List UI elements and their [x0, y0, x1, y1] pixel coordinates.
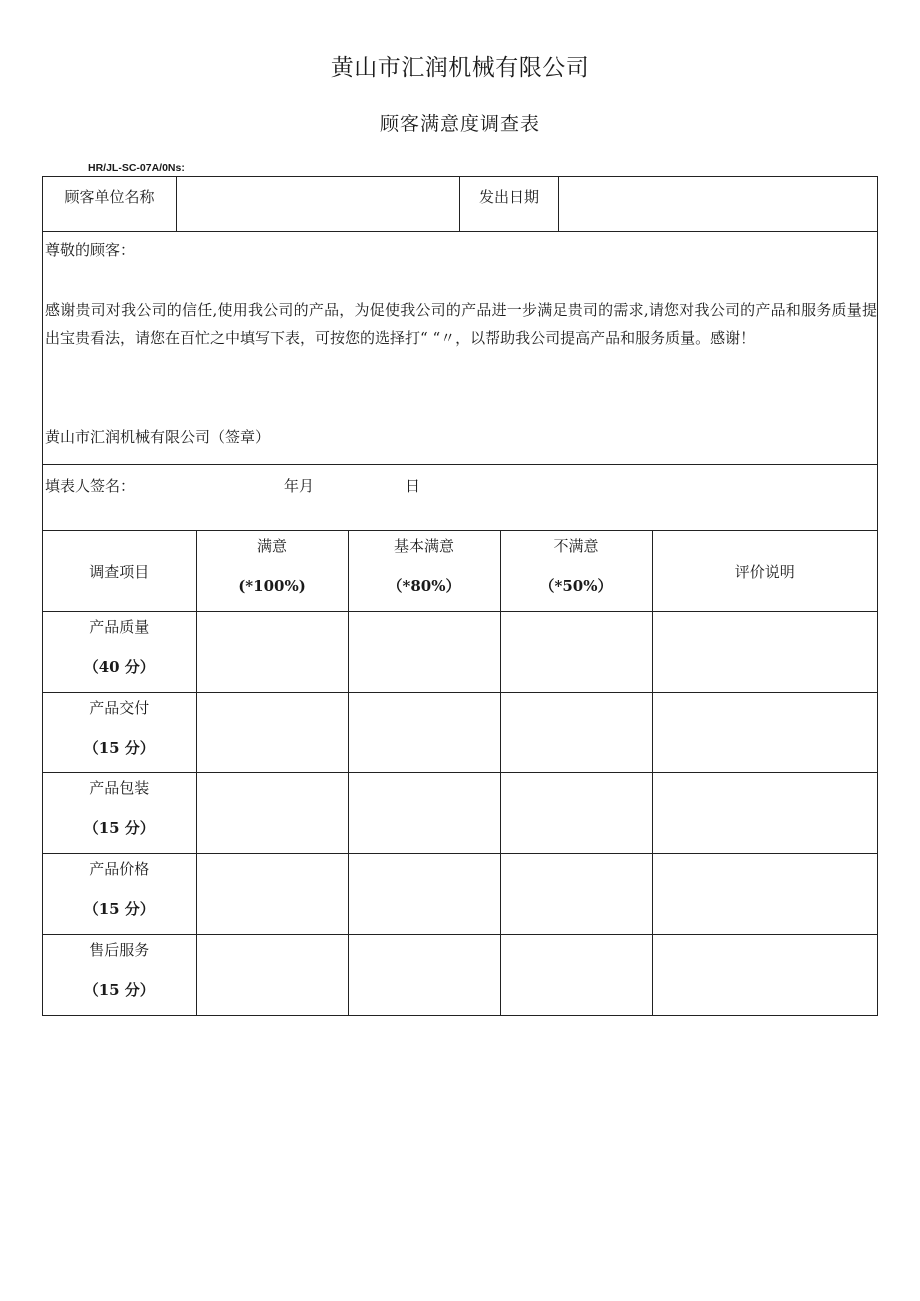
item-cell [43, 934, 196, 1015]
basic-check-cell[interactable] [348, 773, 500, 854]
comment-cell[interactable] [652, 773, 877, 854]
item-name: 产品交付 [89, 698, 150, 717]
issue-date-field[interactable] [559, 177, 877, 231]
comment-cell[interactable] [652, 934, 877, 1015]
satisfied-check-cell[interactable] [196, 854, 348, 935]
item-score: （15 分） [83, 900, 155, 919]
satisfied-check-cell[interactable] [196, 692, 348, 773]
header-basic-label: 基本满意 [393, 537, 454, 555]
header-item-label: 调查项目 [89, 562, 150, 581]
survey-table [43, 531, 877, 1015]
header-unsatisfied-percent: （*50%） [539, 577, 613, 595]
header-satisfied-percent: (*100%) [238, 577, 306, 595]
item-name: 产品价格 [89, 860, 150, 879]
satisfied-check-cell[interactable] [196, 612, 348, 693]
item-cell [43, 773, 196, 854]
satisfied-check-cell[interactable] [196, 934, 348, 1015]
company-title: 黄山市汇润机械有限公司 [330, 55, 590, 81]
table-row [43, 612, 877, 693]
letter-body: 感谢贵司对我公司的信任,使用我公司的产品，为促使我公司的产品进一步满足贵司的需求,请您对我公司的产品和服务质量提出宝贵看法，请您在百忙之中填写下表，可按您的选择打“ “〃，以帮助我公司提高产品和服务质量。感谢！ [45, 301, 877, 347]
basic-check-cell[interactable] [348, 934, 500, 1015]
item-score: （40 分） [83, 658, 155, 677]
header-basic-percent: （*80%） [387, 577, 461, 595]
header-basic-satisfied [348, 531, 500, 612]
item-score: （15 分） [83, 819, 155, 838]
item-score: （15 分） [83, 738, 155, 757]
filler-signature-label: 填表人签名： [45, 477, 136, 495]
table-row [43, 934, 877, 1015]
issue-date-label-cell [460, 177, 559, 231]
customer-info-row [43, 177, 877, 232]
customer-name-label-cell [43, 177, 177, 231]
header-unsatisfied [500, 531, 652, 612]
filler-date-year-month: 年月 [284, 477, 315, 495]
header-comment [652, 531, 877, 612]
customer-name-field[interactable] [177, 177, 460, 231]
header-satisfied [196, 531, 348, 612]
table-row [43, 773, 877, 854]
header-satisfied-label: 满意 [256, 537, 287, 555]
table-header-row [43, 531, 877, 612]
header-comment-label: 评价说明 [734, 562, 795, 581]
issue-date-label: 发出日期 [478, 188, 539, 206]
survey-form [42, 176, 878, 1016]
item-cell [43, 854, 196, 935]
unsatisfied-check-cell[interactable] [500, 773, 652, 854]
table-row [43, 692, 877, 773]
customer-name-label: 顾客单位名称 [64, 188, 155, 206]
comment-cell[interactable] [652, 854, 877, 935]
header-item [43, 531, 196, 612]
greeting: 尊敬的顾客： [45, 241, 136, 259]
satisfied-check-cell[interactable] [196, 773, 348, 854]
item-score: （15 分） [83, 980, 155, 999]
form-title: 顾客满意度调查表 [379, 113, 540, 135]
item-cell [43, 612, 196, 693]
company-signature: 黄山市汇润机械有限公司（签章） [45, 428, 271, 446]
document-code: HR/JL-SC-07A/0Ns: [88, 162, 185, 174]
comment-cell[interactable] [652, 692, 877, 773]
unsatisfied-check-cell[interactable] [500, 692, 652, 773]
unsatisfied-check-cell[interactable] [500, 612, 652, 693]
unsatisfied-check-cell[interactable] [500, 934, 652, 1015]
item-name: 售后服务 [89, 940, 150, 959]
header-unsatisfied-label: 不满意 [553, 537, 599, 555]
item-cell [43, 692, 196, 773]
filler-date-day: 日 [405, 477, 421, 495]
comment-cell[interactable] [652, 612, 877, 693]
item-name: 产品包装 [89, 779, 150, 798]
filler-signature-row [43, 465, 877, 531]
unsatisfied-check-cell[interactable] [500, 854, 652, 935]
basic-check-cell[interactable] [348, 612, 500, 693]
letter-section [43, 232, 877, 465]
basic-check-cell[interactable] [348, 854, 500, 935]
basic-check-cell[interactable] [348, 692, 500, 773]
table-row [43, 854, 877, 935]
item-name: 产品质量 [89, 618, 150, 637]
